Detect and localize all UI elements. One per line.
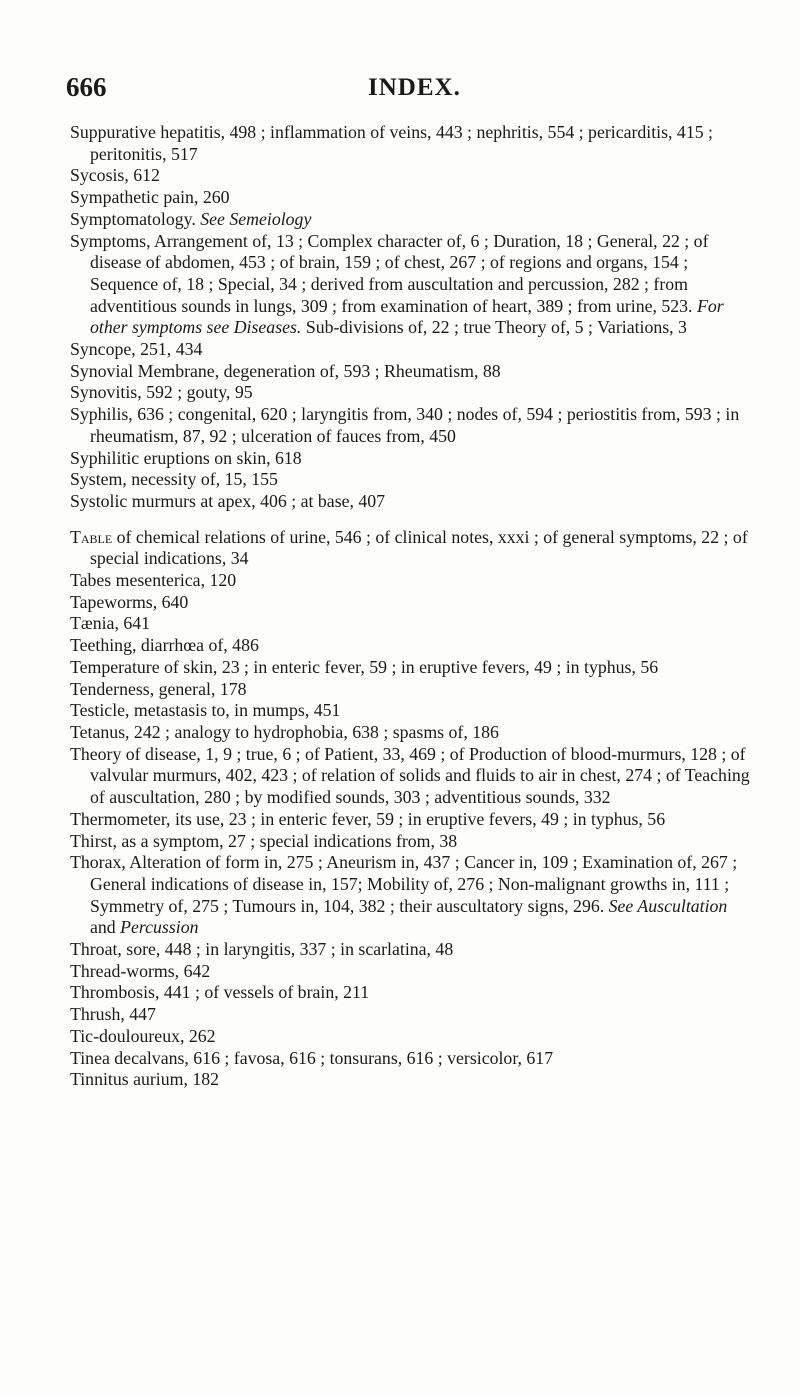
entry-text: Thrombosis, 441 ; of vessels of brain, 211 (70, 982, 370, 1003)
entry-cross-reference: For other symptoms see Diseases. (90, 295, 724, 338)
entry-text: Synovial Membrane, degeneration of, 593 ; Rheumatism, 88 (70, 360, 501, 381)
entry-text-continued: Sub-divisions of, 22 ; true Theory of, 5 ; Variations, 3 (305, 317, 687, 338)
entry-text: Syphilis, 636 ; congenital, 620 ; laryngitis from, 340 ; nodes of, 594 ; periostitis from, 593 ; in rheumatism, 87, 92 ; ulceration of fauces from, 450 (70, 404, 740, 446)
entry-text: Throat, sore, 448 ; in laryngitis, 337 ; in scarlatina, 48 (70, 939, 454, 960)
entry-text: Tinnitus aurium, 182 (70, 1069, 220, 1090)
entry-cross-reference: See Auscultation (608, 895, 728, 916)
index-entry (70, 809, 750, 831)
entry-text: Symptomatology. (70, 208, 196, 229)
index-entry (70, 448, 750, 470)
entry-text: Thrush, 447 (70, 1004, 156, 1025)
index-entry (70, 961, 750, 983)
entry-text: Testicle, metastasis to, in mumps, 451 (70, 700, 341, 721)
index-entry (70, 613, 750, 635)
entry-text: Thirst, as a symptom, 27 ; special indications from, 38 (70, 830, 458, 851)
index-entry (70, 1004, 750, 1026)
section-gap (70, 513, 750, 527)
index-entry (70, 165, 750, 187)
entry-text: Systolic murmurs at apex, 406 ; at base, 407 (70, 490, 386, 511)
index-entry (70, 527, 750, 570)
entry-heading-smallcaps: Table (70, 526, 113, 547)
index-entry (70, 570, 750, 592)
entry-text: Sympathetic pain, 260 (70, 187, 230, 208)
entry-text: Temperature of skin, 23 ; in enteric fever, 59 ; in eruptive fevers, 49 ; in typhus, 56 (70, 656, 659, 677)
index-entry (70, 187, 750, 209)
entry-cross-reference: See Semeiology (200, 208, 312, 229)
index-entry (70, 1026, 750, 1048)
index-entry (70, 939, 750, 961)
index-entry (70, 831, 750, 853)
entry-text: of chemical relations of urine, 546 ; of clinical notes, xxxi ; of general symptoms, 22 ; of special indications, 34 (90, 526, 748, 569)
index-entry (70, 209, 750, 231)
page-number: 666 (66, 72, 107, 102)
entry-text: Thread-worms, 642 (70, 960, 211, 981)
entry-text: Syncope, 251, 434 (70, 339, 203, 360)
entry-text: Tinea decalvans, 616 ; favosa, 616 ; tonsurans, 616 ; versicolor, 617 (70, 1047, 554, 1068)
entry-cross-reference: Percussion (120, 917, 199, 938)
index-entry (70, 1048, 750, 1070)
index-entry (70, 231, 750, 340)
index-entry (70, 382, 750, 404)
entry-text: Tic-douloureux, 262 (70, 1025, 216, 1046)
index-entry (70, 744, 750, 809)
entry-text: System, necessity of, 15, 155 (70, 469, 278, 490)
index-entry (70, 122, 750, 165)
index-entry (70, 852, 750, 939)
entry-text: Suppurative hepatitis, 498 ; inflammation of veins, 443 ; nephritis, 554 ; pericarditis, 415 ; peritonitis, 517 (70, 122, 713, 164)
entry-text: Tetanus, 242 ; analogy to hydrophobia, 638 ; spasms of, 186 (70, 721, 499, 742)
index-entry (70, 361, 750, 383)
index-entries (70, 122, 750, 1091)
index-entry (70, 635, 750, 657)
index-entry (70, 679, 750, 701)
entry-text: Tabes mesenterica, 120 (70, 570, 237, 591)
entry-text: Sycosis, 612 (70, 165, 160, 186)
index-entry (70, 700, 750, 722)
entry-text: Tænia, 641 (70, 613, 151, 634)
index-entry (70, 982, 750, 1004)
index-entry (70, 469, 750, 491)
entry-text: Synovitis, 592 ; gouty, 95 (70, 382, 253, 403)
entry-text: Tapeworms, 640 (70, 591, 189, 612)
entry-text: Tenderness, general, 178 (70, 678, 247, 699)
index-entry (70, 491, 750, 513)
index-entry (70, 722, 750, 744)
entry-text: Teething, diarrhœa of, 486 (70, 635, 259, 656)
running-head: INDEX. (368, 74, 461, 101)
entry-text: Thermometer, its use, 23 ; in enteric fever, 59 ; in eruptive fevers, 49 ; in typhus, 56 (70, 808, 666, 829)
index-entry (70, 657, 750, 679)
index-entry (70, 1069, 750, 1091)
page-header (66, 72, 736, 106)
entry-text: Theory of disease, 1, 9 ; true, 6 ; of Patient, 33, 469 ; of Production of blood-murmurs, 128 ; of valvular murmurs, 402, 423 ; of relation of solids and fluids to air in chest, 274 ; of Teaching of auscultation, 280 ; by modified sounds, 303 ; adventitious sounds, 332 (70, 743, 750, 808)
entry-text: Symptoms, Arrangement of, 13 ; Complex character of, 6 ; Duration, 18 ; General, 22 ; of disease of abdomen, 453 ; of brain, 159 ; of chest, 267 ; of regions and organs, 154 ; Sequence of, 18 ; Special, 34 ; derived from auscultation and percussion, 282 ; from adventitious sounds in lungs, 309 ; from examination of heart, 389 ; from urine, 523. (70, 230, 709, 316)
entry-text: Thorax, Alteration of form in, 275 ; Aneurism in, 437 ; Cancer in, 109 ; Examination of, 267 ; General indications of disease in, 157; Mobility of, 276 ; Non-malignant growths in, 111 ; Symmetry of, 275 ; Tumours in, 104, 382 ; their auscultatory signs, 296. (70, 852, 738, 916)
index-entry (70, 339, 750, 361)
index-entry (70, 592, 750, 614)
entry-text: Syphilitic eruptions on skin, 618 (70, 447, 302, 468)
entry-text-continued: and (90, 917, 116, 938)
index-entry (70, 404, 750, 447)
